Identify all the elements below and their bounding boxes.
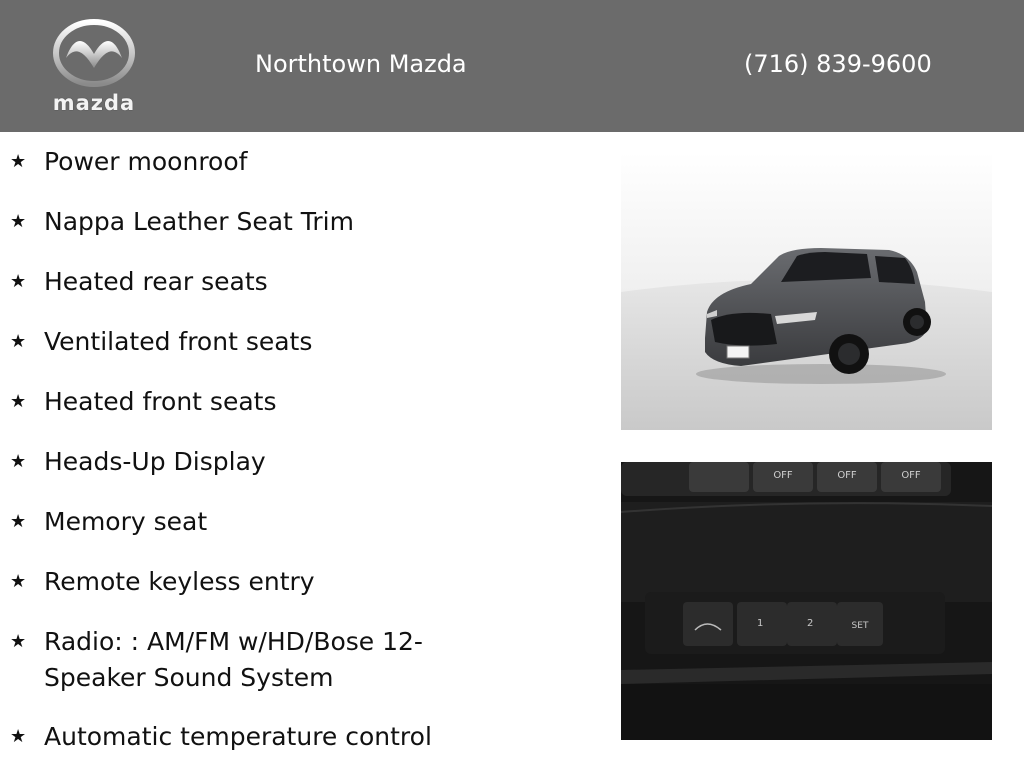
star-icon: ★	[10, 511, 27, 532]
interior-console-photo[interactable]	[621, 462, 992, 740]
interior-image	[621, 462, 992, 740]
button-label: SET	[851, 621, 869, 631]
star-icon: ★	[10, 151, 27, 172]
feature-item	[10, 144, 570, 180]
star-icon: ★	[10, 451, 27, 472]
mazda-logo[interactable]	[42, 18, 146, 118]
feature-item	[10, 504, 570, 540]
button-label: OFF	[901, 470, 921, 481]
feature-text: Radio: : AM/FM w/HD/Bose 12-Speaker Sound System	[44, 627, 423, 692]
feature-item	[10, 564, 570, 600]
star-icon: ★	[10, 571, 27, 592]
feature-text: Heated front seats	[44, 387, 277, 416]
button-label: 1	[757, 618, 764, 629]
feature-text: Heated rear seats	[44, 267, 268, 296]
feature-text: Power moonroof	[44, 147, 248, 176]
star-icon: ★	[10, 391, 27, 412]
dealer-phone[interactable]: (716) 839-9600	[744, 50, 932, 78]
button-label: OFF	[837, 470, 857, 481]
button-label: OFF	[773, 470, 793, 481]
star-icon: ★	[10, 331, 27, 352]
dealer-name: Northtown Mazda	[255, 50, 467, 78]
feature-item	[10, 719, 570, 755]
feature-item	[10, 264, 570, 300]
logo-wordmark: mazda	[52, 91, 136, 115]
button-label: 2	[807, 618, 814, 629]
feature-item	[10, 624, 570, 696]
feature-item	[10, 384, 570, 420]
feature-text: Remote keyless entry	[44, 567, 315, 596]
feature-text: Ventilated front seats	[44, 327, 313, 356]
star-icon: ★	[10, 631, 27, 652]
feature-text: Memory seat	[44, 507, 208, 536]
feature-item	[10, 204, 570, 240]
header-bar	[0, 0, 1024, 132]
feature-text: Nappa Leather Seat Trim	[44, 207, 354, 236]
feature-text: Automatic temperature control	[44, 722, 432, 751]
star-icon: ★	[10, 211, 27, 232]
feature-text: Heads-Up Display	[44, 447, 266, 476]
vehicle-image	[621, 152, 992, 430]
vehicle-exterior-photo[interactable]	[621, 152, 992, 430]
mazda-emblem-icon	[52, 18, 136, 88]
star-icon: ★	[10, 271, 27, 292]
star-icon: ★	[10, 726, 27, 747]
feature-item	[10, 324, 570, 360]
feature-item	[10, 444, 570, 480]
